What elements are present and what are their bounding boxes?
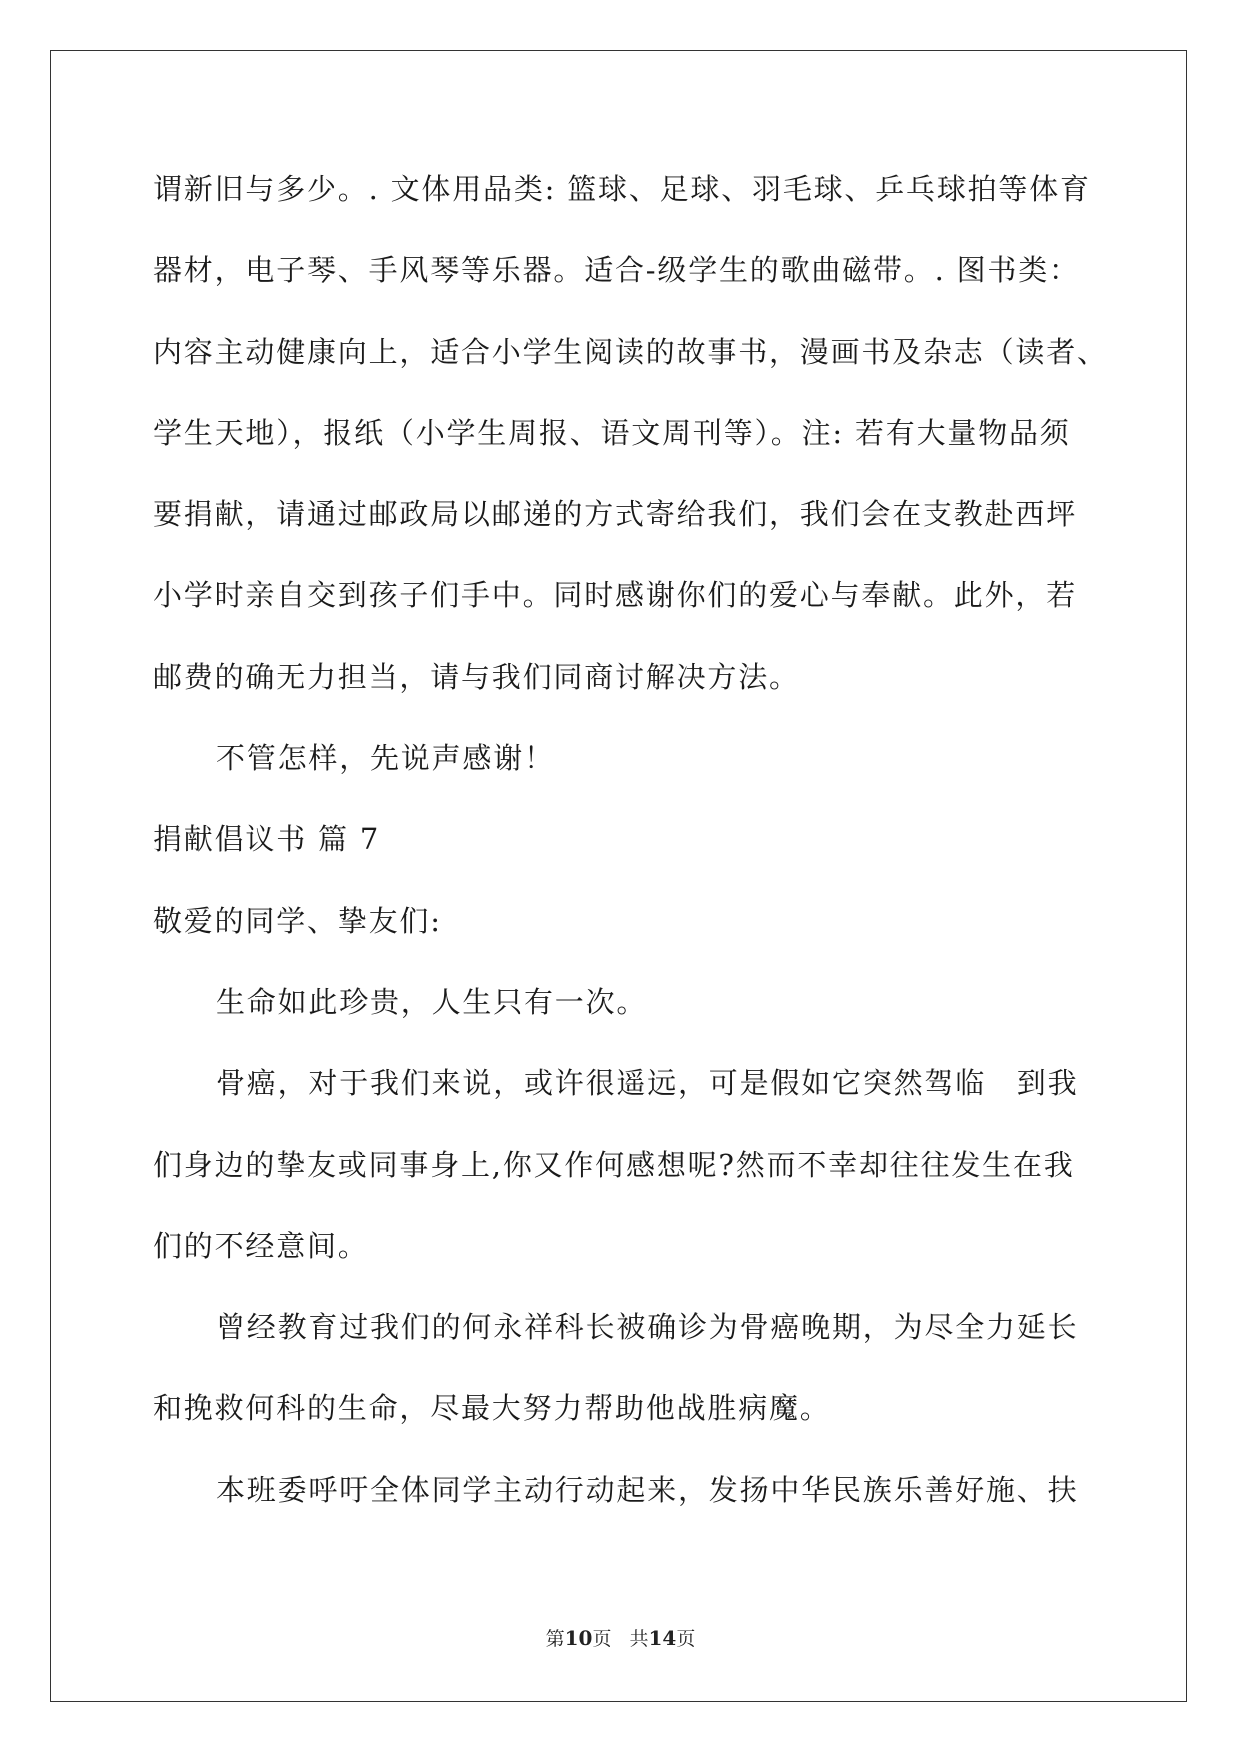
total-prefix: 共 (629, 1628, 649, 1650)
page-prefix: 第 (545, 1628, 565, 1650)
salutation: 敬爱的同学、挚友们: (153, 903, 442, 938)
text-line: 内容主动健康向上，适合小学生阅读的故事书，漫画书及杂志（读者、 (153, 334, 1108, 369)
section-heading: 捐献倡议书 篇 7 (153, 822, 381, 857)
page-footer (0, 1624, 1241, 1653)
text-line: 小学时亲自交到孩子们手中。同时感谢你们的爱心与奉献。此外，若 (153, 578, 1078, 613)
current-page: 10 (564, 1626, 593, 1650)
text-line: 们的不经意间。 (153, 1228, 369, 1263)
text-line: 器材，电子琴、手风琴等乐器。适合-级学生的歌曲磁带。. 图书类： (153, 253, 1080, 288)
total-suffix: 页 (676, 1628, 696, 1650)
text-line: 本班委呼吁全体同学主动行动起来，发扬中华民族乐善好施、扶 (216, 1472, 1079, 1507)
text-line: 谓新旧与多少。. 文体用品类: 篮球、足球、羽毛球、乒乓球拍等体育 (153, 172, 1091, 206)
text-line: 骨癌，对于我们来说，或许很遥远，可是假如它突然驾临 到我 (216, 1066, 1079, 1101)
document-body (153, 149, 1143, 1531)
closing-line: 不管怎样，先说声感谢！ (216, 741, 555, 776)
text-line: 和挽救何科的生命，尽最大努力帮助他战胜病魔。 (153, 1391, 831, 1426)
text-line: 生命如此珍贵，人生只有一次。 (216, 984, 648, 1019)
total-pages: 14 (648, 1626, 677, 1650)
text-line: 们身边的挚友或同事身上,你又作何感想呢?然而不幸却往往发生在我 (153, 1147, 1075, 1182)
page-total (630, 1628, 696, 1650)
page-number (546, 1628, 612, 1650)
text-line: 学生天地），报纸（小学生周报、语文周刊等）。注: 若有大量物品须 (153, 415, 1071, 450)
page-suffix: 页 (592, 1628, 612, 1650)
text-line: 要捐献，请通过邮政局以邮递的方式寄给我们，我们会在支教赴西坪 (153, 497, 1078, 532)
text-line: 邮费的确无力担当，请与我们同商讨解决方法。 (153, 659, 800, 694)
text-line: 曾经教育过我们的何永祥科长被确诊为骨癌晚期，为尽全力延长 (216, 1310, 1079, 1345)
